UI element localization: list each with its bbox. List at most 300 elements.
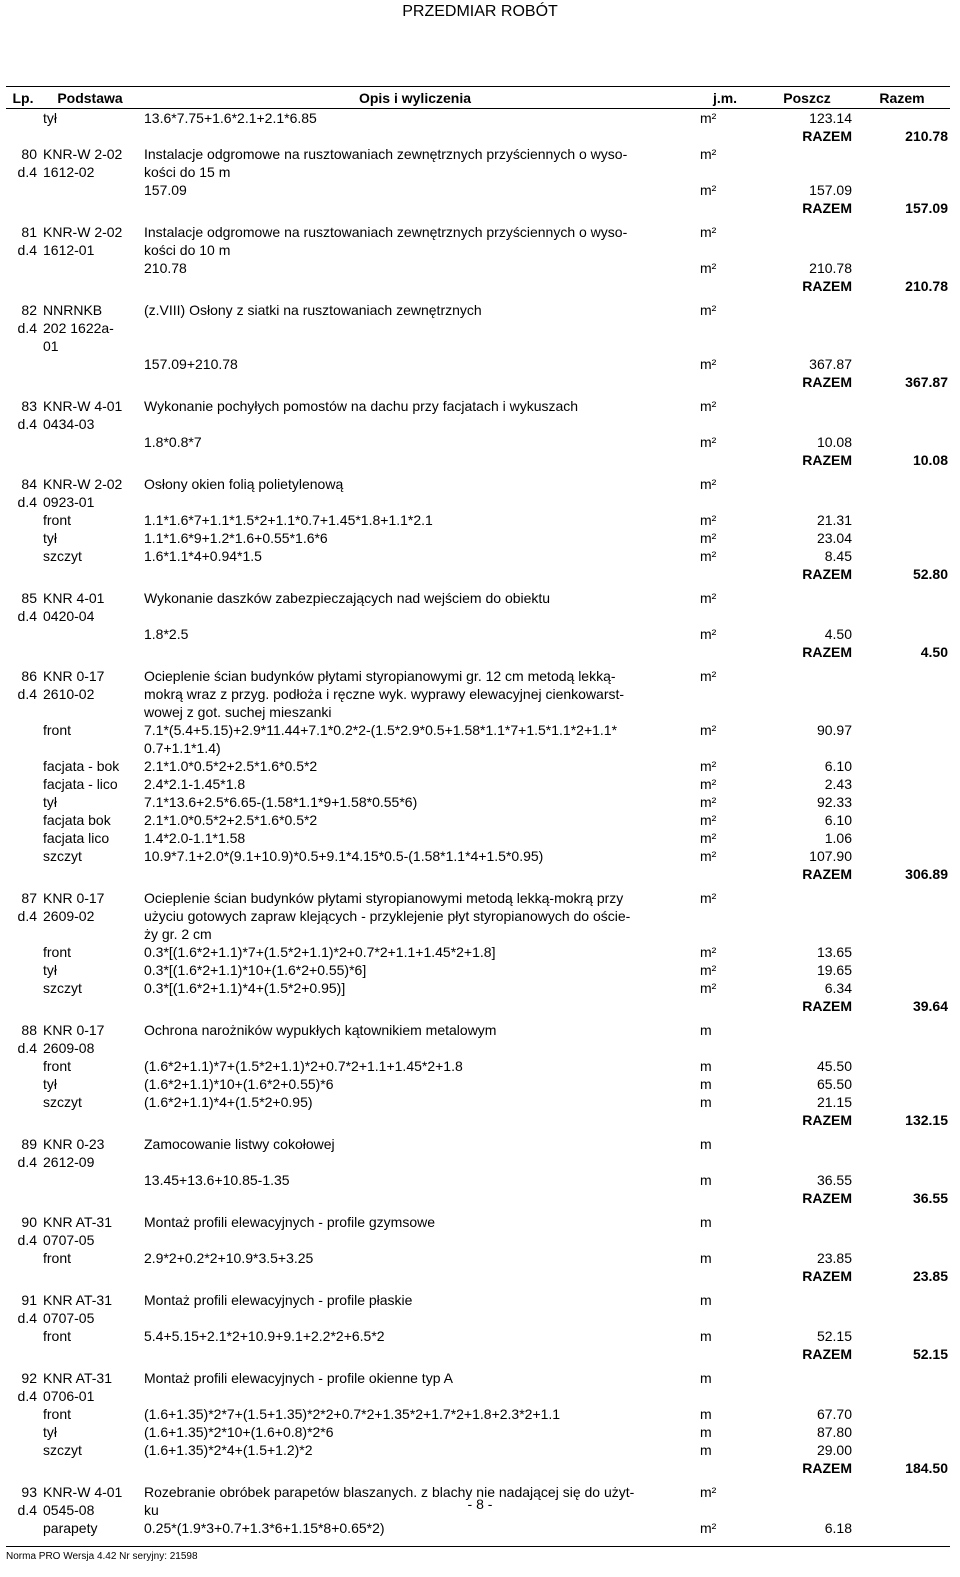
calc-row xyxy=(6,775,950,793)
lp-cell xyxy=(6,961,40,979)
razem-label: RAZEM xyxy=(802,200,852,216)
lp-cell xyxy=(6,721,40,739)
total-cell xyxy=(854,1057,950,1075)
lp-cell xyxy=(6,775,40,793)
lp-cell xyxy=(6,565,40,583)
unit-text: m² xyxy=(700,776,717,792)
row-label: front xyxy=(43,1328,72,1344)
total-cell xyxy=(854,547,950,565)
item-unit xyxy=(690,163,760,181)
calc-row xyxy=(6,1441,950,1459)
calc-row xyxy=(6,1171,950,1189)
qty-value: 10.08 xyxy=(816,434,852,450)
base-cell xyxy=(40,451,140,469)
qty-value: 52.15 xyxy=(816,1328,852,1344)
base-cell xyxy=(40,1111,140,1129)
qty-cell xyxy=(760,1021,854,1039)
calc-row xyxy=(6,739,950,757)
total-cell xyxy=(854,943,950,961)
item-unit xyxy=(690,607,760,625)
total-cell xyxy=(854,1153,950,1171)
lp-cell xyxy=(6,997,40,1015)
unit-text: m² xyxy=(700,980,717,996)
total-cell xyxy=(854,829,950,847)
total-cell xyxy=(854,721,950,739)
total-cell xyxy=(854,1387,950,1405)
calc-text: 1.8*0.8*7 xyxy=(144,434,202,450)
item-unit xyxy=(690,493,760,511)
item-number: d.4 xyxy=(17,1040,37,1056)
item-unit: m² xyxy=(700,668,717,684)
total-cell xyxy=(854,1213,950,1231)
qty-cell xyxy=(760,907,854,925)
qty-cell xyxy=(760,319,854,337)
calc-row xyxy=(6,1519,950,1537)
unit-text: m² xyxy=(700,1520,717,1536)
row-label: facjata lico xyxy=(43,830,110,846)
total-cell xyxy=(854,241,950,259)
qty-value: 1.06 xyxy=(824,830,852,846)
razem-row xyxy=(6,373,950,391)
razem-label: RAZEM xyxy=(802,1268,852,1284)
lp-cell xyxy=(6,373,40,391)
item-unit xyxy=(690,925,760,943)
calc-row xyxy=(6,829,950,847)
base-code: 2609-08 xyxy=(43,1040,95,1056)
item-unit xyxy=(690,1039,760,1057)
calc-text: 13.45+13.6+10.85-1.35 xyxy=(144,1172,290,1188)
total-cell xyxy=(854,181,950,199)
item-header-row xyxy=(6,475,950,493)
calc-row xyxy=(6,1405,950,1423)
qty-cell xyxy=(760,1291,854,1309)
qty-value: 29.00 xyxy=(816,1442,852,1458)
item-number: d.4 xyxy=(17,416,37,432)
item-desc-row xyxy=(6,241,950,259)
base-code: KNR AT-31 xyxy=(43,1370,112,1386)
item-number: d.4 xyxy=(17,1388,37,1404)
razem-row xyxy=(6,997,950,1015)
base-cell xyxy=(40,1345,140,1363)
lp-cell xyxy=(6,943,40,961)
item-number: d.4 xyxy=(17,1154,37,1170)
unit-text: m xyxy=(700,1442,712,1458)
razem-value: 23.85 xyxy=(912,1268,948,1284)
row-label: front xyxy=(43,512,72,528)
item-unit: m xyxy=(700,1214,712,1230)
item-number: 92 xyxy=(21,1370,37,1386)
item-description xyxy=(140,1231,690,1249)
item-number: d.4 xyxy=(17,242,37,258)
lp-cell xyxy=(6,1075,40,1093)
calc-row xyxy=(6,1249,950,1267)
qty-value: 23.85 xyxy=(816,1250,852,1266)
unit-cell xyxy=(690,1111,760,1129)
total-cell xyxy=(854,259,950,277)
item-desc-row xyxy=(6,607,950,625)
razem-value: 367.87 xyxy=(905,374,948,390)
page-number: - 8 - xyxy=(467,1496,493,1512)
item-unit: m² xyxy=(700,1484,717,1500)
base-code: KNR AT-31 xyxy=(43,1292,112,1308)
unit-cell xyxy=(690,451,760,469)
item-number: d.4 xyxy=(17,1502,37,1518)
item-description xyxy=(140,1039,690,1057)
calc-row xyxy=(6,1327,950,1345)
item-desc-row xyxy=(6,493,950,511)
lp-cell xyxy=(6,355,40,373)
lp-cell xyxy=(6,811,40,829)
unit-text: m² xyxy=(700,548,717,564)
base-code: KNR-W 2-02 xyxy=(43,224,123,240)
razem-value: 157.09 xyxy=(905,200,948,216)
item-header-row xyxy=(6,1021,950,1039)
item-desc-row xyxy=(6,1153,950,1171)
item-header-row xyxy=(6,223,950,241)
unit-text: m xyxy=(700,1328,712,1344)
lp-cell xyxy=(6,529,40,547)
calc-text: 1.1*1.6*7+1.1*1.5*2+1.1*0.7+1.45*1.8+1.1*2.1 xyxy=(144,512,433,528)
base-code: KNR 0-17 xyxy=(43,890,105,906)
qty-cell xyxy=(760,667,854,685)
desc-cell xyxy=(140,1267,690,1285)
calc-row xyxy=(6,1423,950,1441)
lp-cell xyxy=(6,793,40,811)
razem-label: RAZEM xyxy=(802,644,852,660)
razem-value: 4.50 xyxy=(920,644,948,660)
razem-value: 36.55 xyxy=(912,1190,948,1206)
item-description: Ocieplenie ścian budynków płytami styropianowymi metodą lekką-mokrą przy xyxy=(144,890,624,906)
qty-cell xyxy=(760,1231,854,1249)
calc-row xyxy=(6,979,950,997)
calc-text: 210.78 xyxy=(144,260,187,276)
item-header-row xyxy=(6,589,950,607)
qty-cell xyxy=(760,241,854,259)
item-header-row xyxy=(6,301,950,319)
qty-value: 107.90 xyxy=(809,848,852,864)
qty-cell xyxy=(760,415,854,433)
calc-text: (1.6+1.35)*2*7+(1.5+1.35)*2*2+0.7*2+1.35*2+1.7*2+1.8+2.3*2+1.1 xyxy=(144,1406,561,1422)
qty-value: 367.87 xyxy=(809,356,852,372)
lp-cell xyxy=(6,433,40,451)
lp-cell xyxy=(6,739,40,757)
lp-cell xyxy=(6,1423,40,1441)
item-desc-row xyxy=(6,1231,950,1249)
razem-row xyxy=(6,1345,950,1363)
base-code: 2609-02 xyxy=(43,908,95,924)
total-cell xyxy=(854,355,950,373)
item-desc-row xyxy=(6,415,950,433)
item-description: kości do 15 m xyxy=(144,164,231,180)
qty-value: 4.50 xyxy=(824,626,852,642)
item-description: Ocieplenie ścian budynków płytami styropianowymi gr. 12 cm metodą lekką- xyxy=(144,668,616,684)
desc-cell xyxy=(140,565,690,583)
item-desc-row xyxy=(6,163,950,181)
qty-cell xyxy=(760,397,854,415)
unit-cell xyxy=(690,277,760,295)
lp-cell xyxy=(6,1405,40,1423)
razem-value: 52.80 xyxy=(912,566,948,582)
item-unit: m² xyxy=(700,590,717,606)
unit-text: m xyxy=(700,1250,712,1266)
item-number: d.4 xyxy=(17,608,37,624)
lp-cell xyxy=(6,979,40,997)
razem-label: RAZEM xyxy=(802,1112,852,1128)
calc-row xyxy=(6,433,950,451)
item-description xyxy=(140,607,690,625)
base-cell xyxy=(40,865,140,883)
unit-text: m xyxy=(700,1058,712,1074)
col-header-qty: Poszcz xyxy=(760,87,854,109)
qty-cell xyxy=(760,703,854,721)
item-description: wowej z got. suchej mieszanki xyxy=(144,704,332,720)
qty-value: 6.10 xyxy=(824,758,852,774)
item-desc-row xyxy=(6,907,950,925)
calc-text: 7.1*(5.4+5.15)+2.9*11.44+7.1*0.2*2-(1.5*2.9*0.5+1.58*1.1*7+1.5*1.1*2+1.1* xyxy=(144,722,618,738)
desc-cell xyxy=(140,199,690,217)
razem-value: 52.15 xyxy=(912,1346,948,1362)
unit-cell xyxy=(690,1459,760,1477)
lp-cell xyxy=(6,1345,40,1363)
item-description: ży gr. 2 cm xyxy=(144,926,212,942)
calc-row xyxy=(6,511,950,529)
item-unit: m² xyxy=(700,398,717,414)
razem-label: RAZEM xyxy=(802,1460,852,1476)
razem-value: 210.78 xyxy=(905,278,948,294)
item-unit: m² xyxy=(700,890,717,906)
total-cell xyxy=(854,685,950,703)
row-label: front xyxy=(43,1250,72,1266)
unit-text: m² xyxy=(700,260,717,276)
razem-row xyxy=(6,1267,950,1285)
calc-row xyxy=(6,757,950,775)
qty-cell xyxy=(760,163,854,181)
calc-row xyxy=(6,1075,950,1093)
qty-cell xyxy=(760,1153,854,1171)
total-cell xyxy=(854,1231,950,1249)
base-code: KNR 4-01 xyxy=(43,590,105,606)
base-cell xyxy=(40,373,140,391)
qty-value: 67.70 xyxy=(816,1406,852,1422)
razem-row xyxy=(6,1459,950,1477)
base-code: 0434-03 xyxy=(43,416,95,432)
unit-text: m² xyxy=(700,962,717,978)
item-unit xyxy=(690,1309,760,1327)
item-number: d.4 xyxy=(17,686,37,702)
base-cell xyxy=(40,1189,140,1207)
calc-text: 10.9*7.1+2.0*(9.1+10.9)*0.5+9.1*4.15*0.5-(1.58*1.1*4+1.5*0.95) xyxy=(144,848,544,864)
calc-text: 157.09+210.78 xyxy=(144,356,238,372)
row-label: tył xyxy=(43,794,57,810)
qty-value xyxy=(760,739,854,757)
total-cell xyxy=(854,1405,950,1423)
qty-cell xyxy=(760,223,854,241)
item-number: 80 xyxy=(21,146,37,162)
desc-cell xyxy=(140,277,690,295)
item-description: Zamocowanie listwy cokołowej xyxy=(144,1136,335,1152)
lp-cell xyxy=(6,109,40,128)
base-code: NNRNKB xyxy=(43,302,103,318)
row-label: parapety xyxy=(43,1520,98,1536)
item-unit xyxy=(690,685,760,703)
total-cell xyxy=(854,1519,950,1537)
item-unit xyxy=(690,703,760,721)
total-cell xyxy=(854,757,950,775)
razem-row xyxy=(6,865,950,883)
row-label: szczyt xyxy=(43,980,82,996)
item-desc-row xyxy=(6,1387,950,1405)
item-number: 81 xyxy=(21,224,37,240)
razem-row xyxy=(6,199,950,217)
razem-label: RAZEM xyxy=(802,128,852,144)
item-number xyxy=(6,703,40,721)
base-code: 0706-01 xyxy=(43,1388,95,1404)
unit-text: m² xyxy=(700,830,717,846)
item-description: mokrą wraz z przyg. podłoża i ręczne wyk. wyprawy elewacyjnej cienkowarst- xyxy=(144,686,625,702)
calc-row xyxy=(6,847,950,865)
razem-value: 306.89 xyxy=(905,866,948,882)
calc-text: (1.6*2+1.1)*7+(1.5*2+1.1)*2+0.7*2+1.1+1.45*2+1.8 xyxy=(144,1058,463,1074)
total-cell xyxy=(854,223,950,241)
total-cell xyxy=(854,145,950,163)
unit-text xyxy=(690,739,760,757)
desc-cell xyxy=(140,997,690,1015)
qty-cell xyxy=(760,607,854,625)
qty-cell xyxy=(760,301,854,319)
total-cell xyxy=(854,397,950,415)
calc-row xyxy=(6,625,950,643)
qty-value: 90.97 xyxy=(816,722,852,738)
lp-cell xyxy=(6,865,40,883)
total-cell xyxy=(854,511,950,529)
razem-label: RAZEM xyxy=(802,566,852,582)
calc-text: (1.6+1.35)*2*4+(1.5+1.2)*2 xyxy=(144,1442,313,1458)
qty-value: 19.65 xyxy=(816,962,852,978)
col-header-unit: j.m. xyxy=(690,87,760,109)
item-unit xyxy=(690,415,760,433)
unit-text: m xyxy=(700,1406,712,1422)
total-cell xyxy=(854,475,950,493)
item-unit xyxy=(690,1153,760,1171)
item-desc-row xyxy=(6,1309,950,1327)
razem-value: 132.15 xyxy=(905,1112,948,1128)
desc-cell xyxy=(140,643,690,661)
total-cell xyxy=(854,1423,950,1441)
lp-cell xyxy=(6,1441,40,1459)
qty-value: 6.18 xyxy=(824,1520,852,1536)
qty-value: 23.04 xyxy=(816,530,852,546)
unit-cell xyxy=(690,643,760,661)
desc-cell xyxy=(140,127,690,145)
item-desc-row xyxy=(6,925,950,943)
item-number: d.4 xyxy=(17,1310,37,1326)
total-cell xyxy=(854,415,950,433)
unit-text: m xyxy=(700,1172,712,1188)
item-unit: m² xyxy=(700,302,717,318)
lp-cell xyxy=(6,1057,40,1075)
base-cell xyxy=(40,643,140,661)
item-description: Wykonanie pochyłych pomostów na dachu przy facjatach i wykuszach xyxy=(144,398,579,414)
qty-value: 45.50 xyxy=(816,1058,852,1074)
item-description: Montaż profili elewacyjnych - profile okienne typ A xyxy=(144,1370,453,1386)
item-header-row xyxy=(6,667,950,685)
qty-value: 210.78 xyxy=(809,260,852,276)
item-unit xyxy=(690,319,760,337)
row-label xyxy=(40,181,140,199)
item-number: 84 xyxy=(21,476,37,492)
total-cell xyxy=(854,1291,950,1309)
base-cell xyxy=(40,1459,140,1477)
col-header-base: Podstawa xyxy=(40,87,140,109)
base-code: 0923-01 xyxy=(43,494,95,510)
desc-cell xyxy=(140,373,690,391)
qty-value: 13.65 xyxy=(816,944,852,960)
total-cell xyxy=(854,775,950,793)
footer-divider xyxy=(6,1546,950,1547)
estimate-table xyxy=(6,86,950,1537)
base-code xyxy=(40,703,140,721)
calc-text: (1.6*2+1.1)*10+(1.6*2+0.55)*6 xyxy=(144,1076,334,1092)
base-code xyxy=(40,925,140,943)
estimate-body xyxy=(6,109,950,1538)
desc-cell xyxy=(140,1189,690,1207)
unit-text: m² xyxy=(700,626,717,642)
qty-cell xyxy=(760,493,854,511)
qty-value: 87.80 xyxy=(816,1424,852,1440)
item-unit xyxy=(690,1387,760,1405)
calc-text: 2.1*1.0*0.5*2+2.5*1.6*0.5*2 xyxy=(144,758,318,774)
calc-row xyxy=(6,793,950,811)
razem-row xyxy=(6,643,950,661)
lp-cell xyxy=(6,1267,40,1285)
col-header-desc: Opis i wyliczenia xyxy=(140,87,690,109)
lp-cell xyxy=(6,127,40,145)
desc-cell xyxy=(140,1345,690,1363)
qty-cell xyxy=(760,337,854,355)
base-code: KNR-W 4-01 xyxy=(43,398,123,414)
calc-text: (1.6+1.35)*2*10+(1.6+0.8)*2*6 xyxy=(144,1424,334,1440)
row-label xyxy=(40,355,140,373)
calc-text: 7.1*13.6+2.5*6.65-(1.58*1.1*9+1.58*0.55*6) xyxy=(144,794,418,810)
total-cell xyxy=(854,961,950,979)
desc-cell xyxy=(140,1111,690,1129)
calc-row xyxy=(6,547,950,565)
item-desc-row xyxy=(6,703,950,721)
unit-text: m² xyxy=(700,944,717,960)
base-code: 01 xyxy=(43,338,59,354)
total-cell xyxy=(854,493,950,511)
qty-cell xyxy=(760,1039,854,1057)
item-description: ku xyxy=(144,1502,159,1518)
row-label: tył xyxy=(43,962,57,978)
razem-label: RAZEM xyxy=(802,278,852,294)
total-cell xyxy=(854,925,950,943)
item-number: d.4 xyxy=(17,164,37,180)
calc-row xyxy=(6,181,950,199)
base-code: KNR 0-17 xyxy=(43,1022,105,1038)
table-header-row xyxy=(6,87,950,109)
calc-row xyxy=(6,943,950,961)
total-cell xyxy=(854,607,950,625)
total-cell xyxy=(854,1093,950,1111)
razem-value: 210.78 xyxy=(905,128,948,144)
base-code: 1612-02 xyxy=(43,164,95,180)
razem-row xyxy=(6,1111,950,1129)
unit-text: m² xyxy=(700,848,717,864)
razem-row xyxy=(6,1189,950,1207)
calc-text: 1.4*2.0-1.1*1.58 xyxy=(144,830,246,846)
calc-text: 0.7+1.1*1.4) xyxy=(144,740,221,756)
